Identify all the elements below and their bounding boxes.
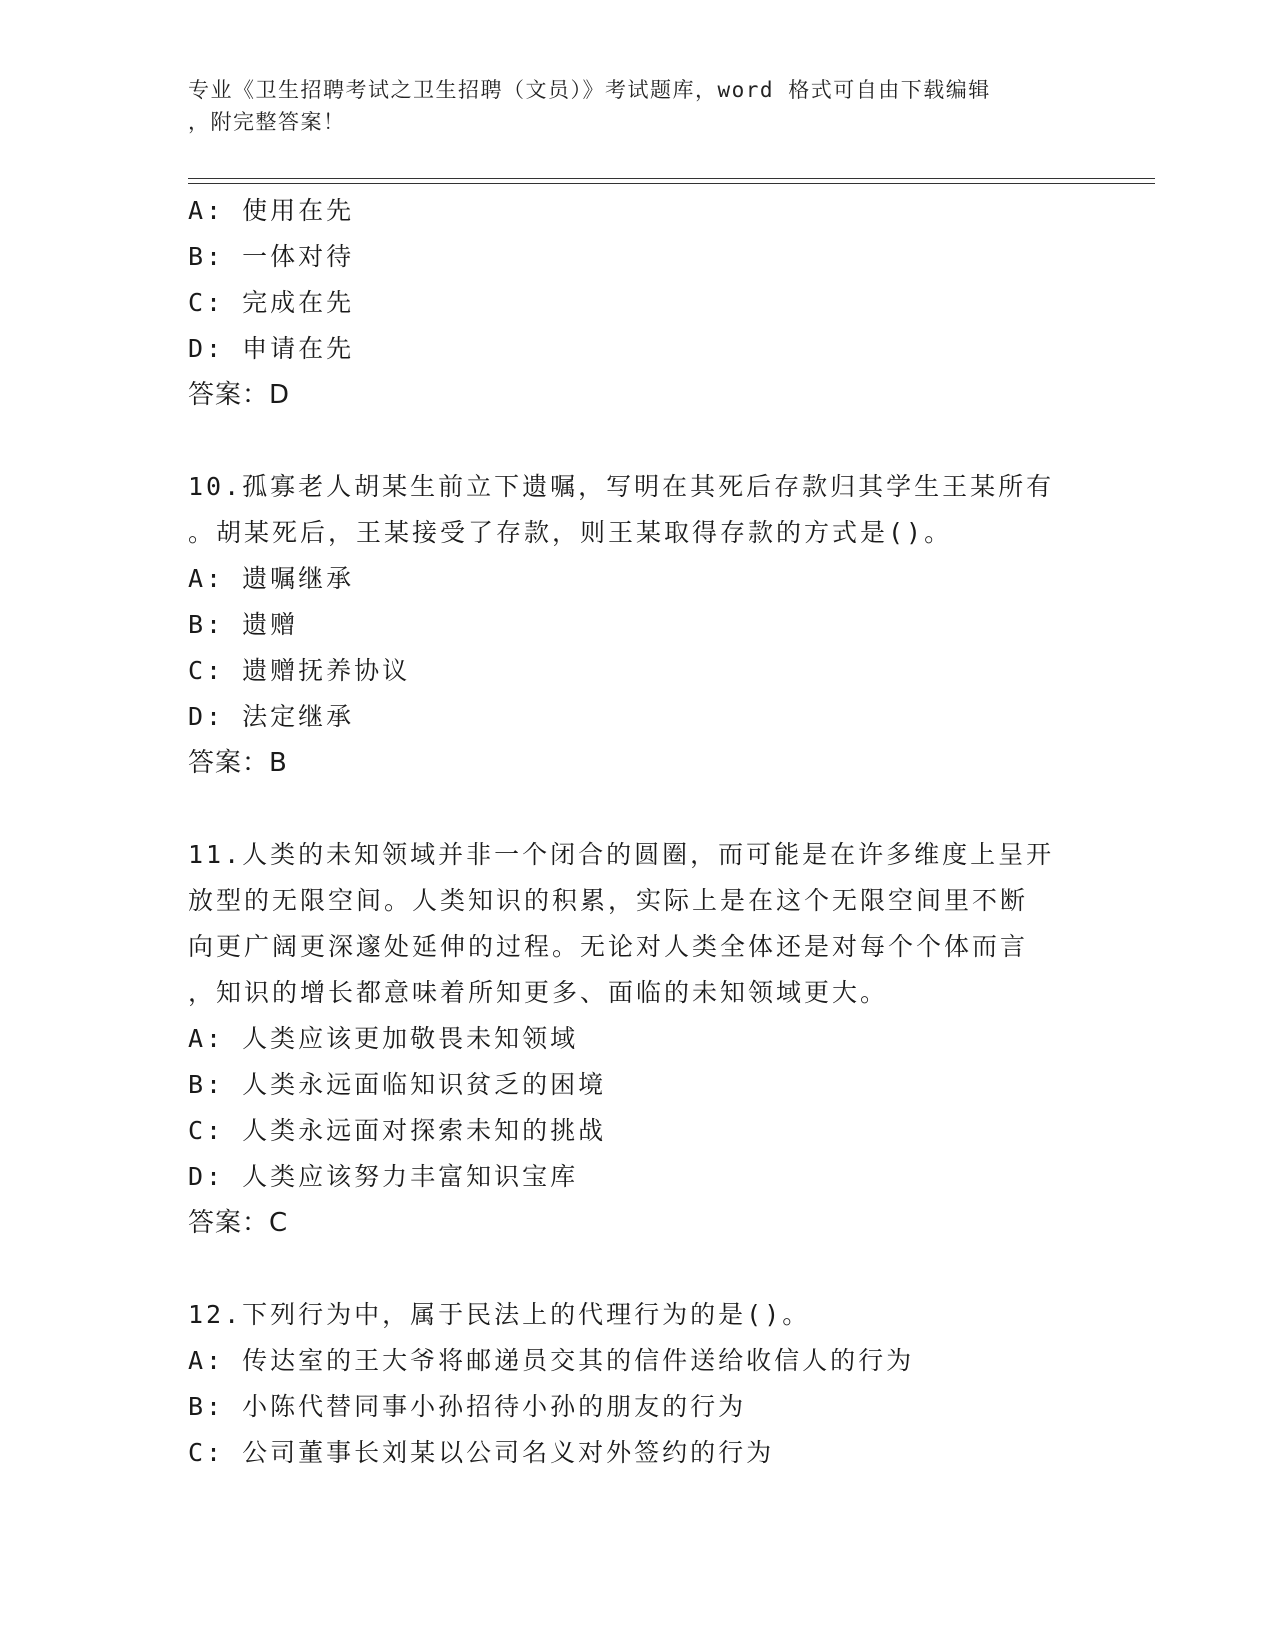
q9-option-a: A: 使用在先	[188, 196, 355, 225]
q10-option-b: B: 遗赠	[188, 610, 299, 639]
q11-answer: 答案：C	[188, 1208, 289, 1238]
q10-option-c: C: 遗赠抚养协议	[188, 656, 411, 685]
q11-option-c: C: 人类永远面对探索未知的挑战	[188, 1116, 607, 1145]
q11-stem-line-3: 向更广阔更深邃处延伸的过程。无论对人类全体还是对每个个体而言	[188, 932, 1029, 961]
header-rule-bottom	[188, 183, 1155, 184]
q11-option-d: D: 人类应该努力丰富知识宝库	[188, 1162, 579, 1191]
spacer	[188, 786, 1088, 832]
question-content	[188, 188, 1088, 1476]
q12-option-a: A: 传达室的王大爷将邮递员交其的信件送给收信人的行为	[188, 1346, 915, 1375]
header-rule-top	[188, 178, 1155, 179]
document-header	[188, 74, 1068, 138]
question-11	[188, 832, 1088, 1246]
spacer	[188, 1246, 1088, 1292]
q12-option-c: C: 公司董事长刘某以公司名义对外签约的行为	[188, 1438, 775, 1467]
q9-option-d: D: 申请在先	[188, 334, 355, 363]
q11-option-b: B: 人类永远面临知识贫乏的困境	[188, 1070, 607, 1099]
q11-stem-line-2: 放型的无限空间。人类知识的积累，实际上是在这个无限空间里不断	[188, 886, 1029, 915]
q12-stem-line-1: 12.下列行为中，属于民法上的代理行为的是()。	[188, 1300, 811, 1329]
question-12	[188, 1292, 1088, 1476]
q12-option-b: B: 小陈代替同事小孙招待小孙的朋友的行为	[188, 1392, 747, 1421]
q10-option-a: A: 遗嘱继承	[188, 564, 355, 593]
q10-stem-line-1: 10.孤寡老人胡某生前立下遗嘱，写明在其死后存款归其学生王某所有	[188, 472, 1055, 501]
header-line-1: 专业《卫生招聘考试之卫生招聘（文员）》考试题库，word 格式可自由下载编辑	[188, 78, 991, 102]
header-line-2: ，附完整答案！	[188, 110, 346, 134]
q10-stem-line-2: 。胡某死后，王某接受了存款，则王某取得存款的方式是()。	[188, 518, 953, 547]
spacer	[188, 418, 1088, 464]
q10-option-d: D: 法定继承	[188, 702, 355, 731]
question-10	[188, 464, 1088, 786]
q10-answer: 答案：B	[188, 748, 288, 778]
q11-option-a: A: 人类应该更加敬畏未知领域	[188, 1024, 579, 1053]
q11-stem-line-1: 11.人类的未知领域并非一个闭合的圆圈，而可能是在许多维度上呈开	[188, 840, 1055, 869]
q9-option-b: B: 一体对待	[188, 242, 355, 271]
q9-answer: 答案：D	[188, 380, 291, 410]
question-9	[188, 188, 1088, 418]
q11-stem-line-4: ，知识的增长都意味着所知更多、面临的未知领域更大。	[188, 978, 889, 1007]
q9-option-c: C: 完成在先	[188, 288, 355, 317]
